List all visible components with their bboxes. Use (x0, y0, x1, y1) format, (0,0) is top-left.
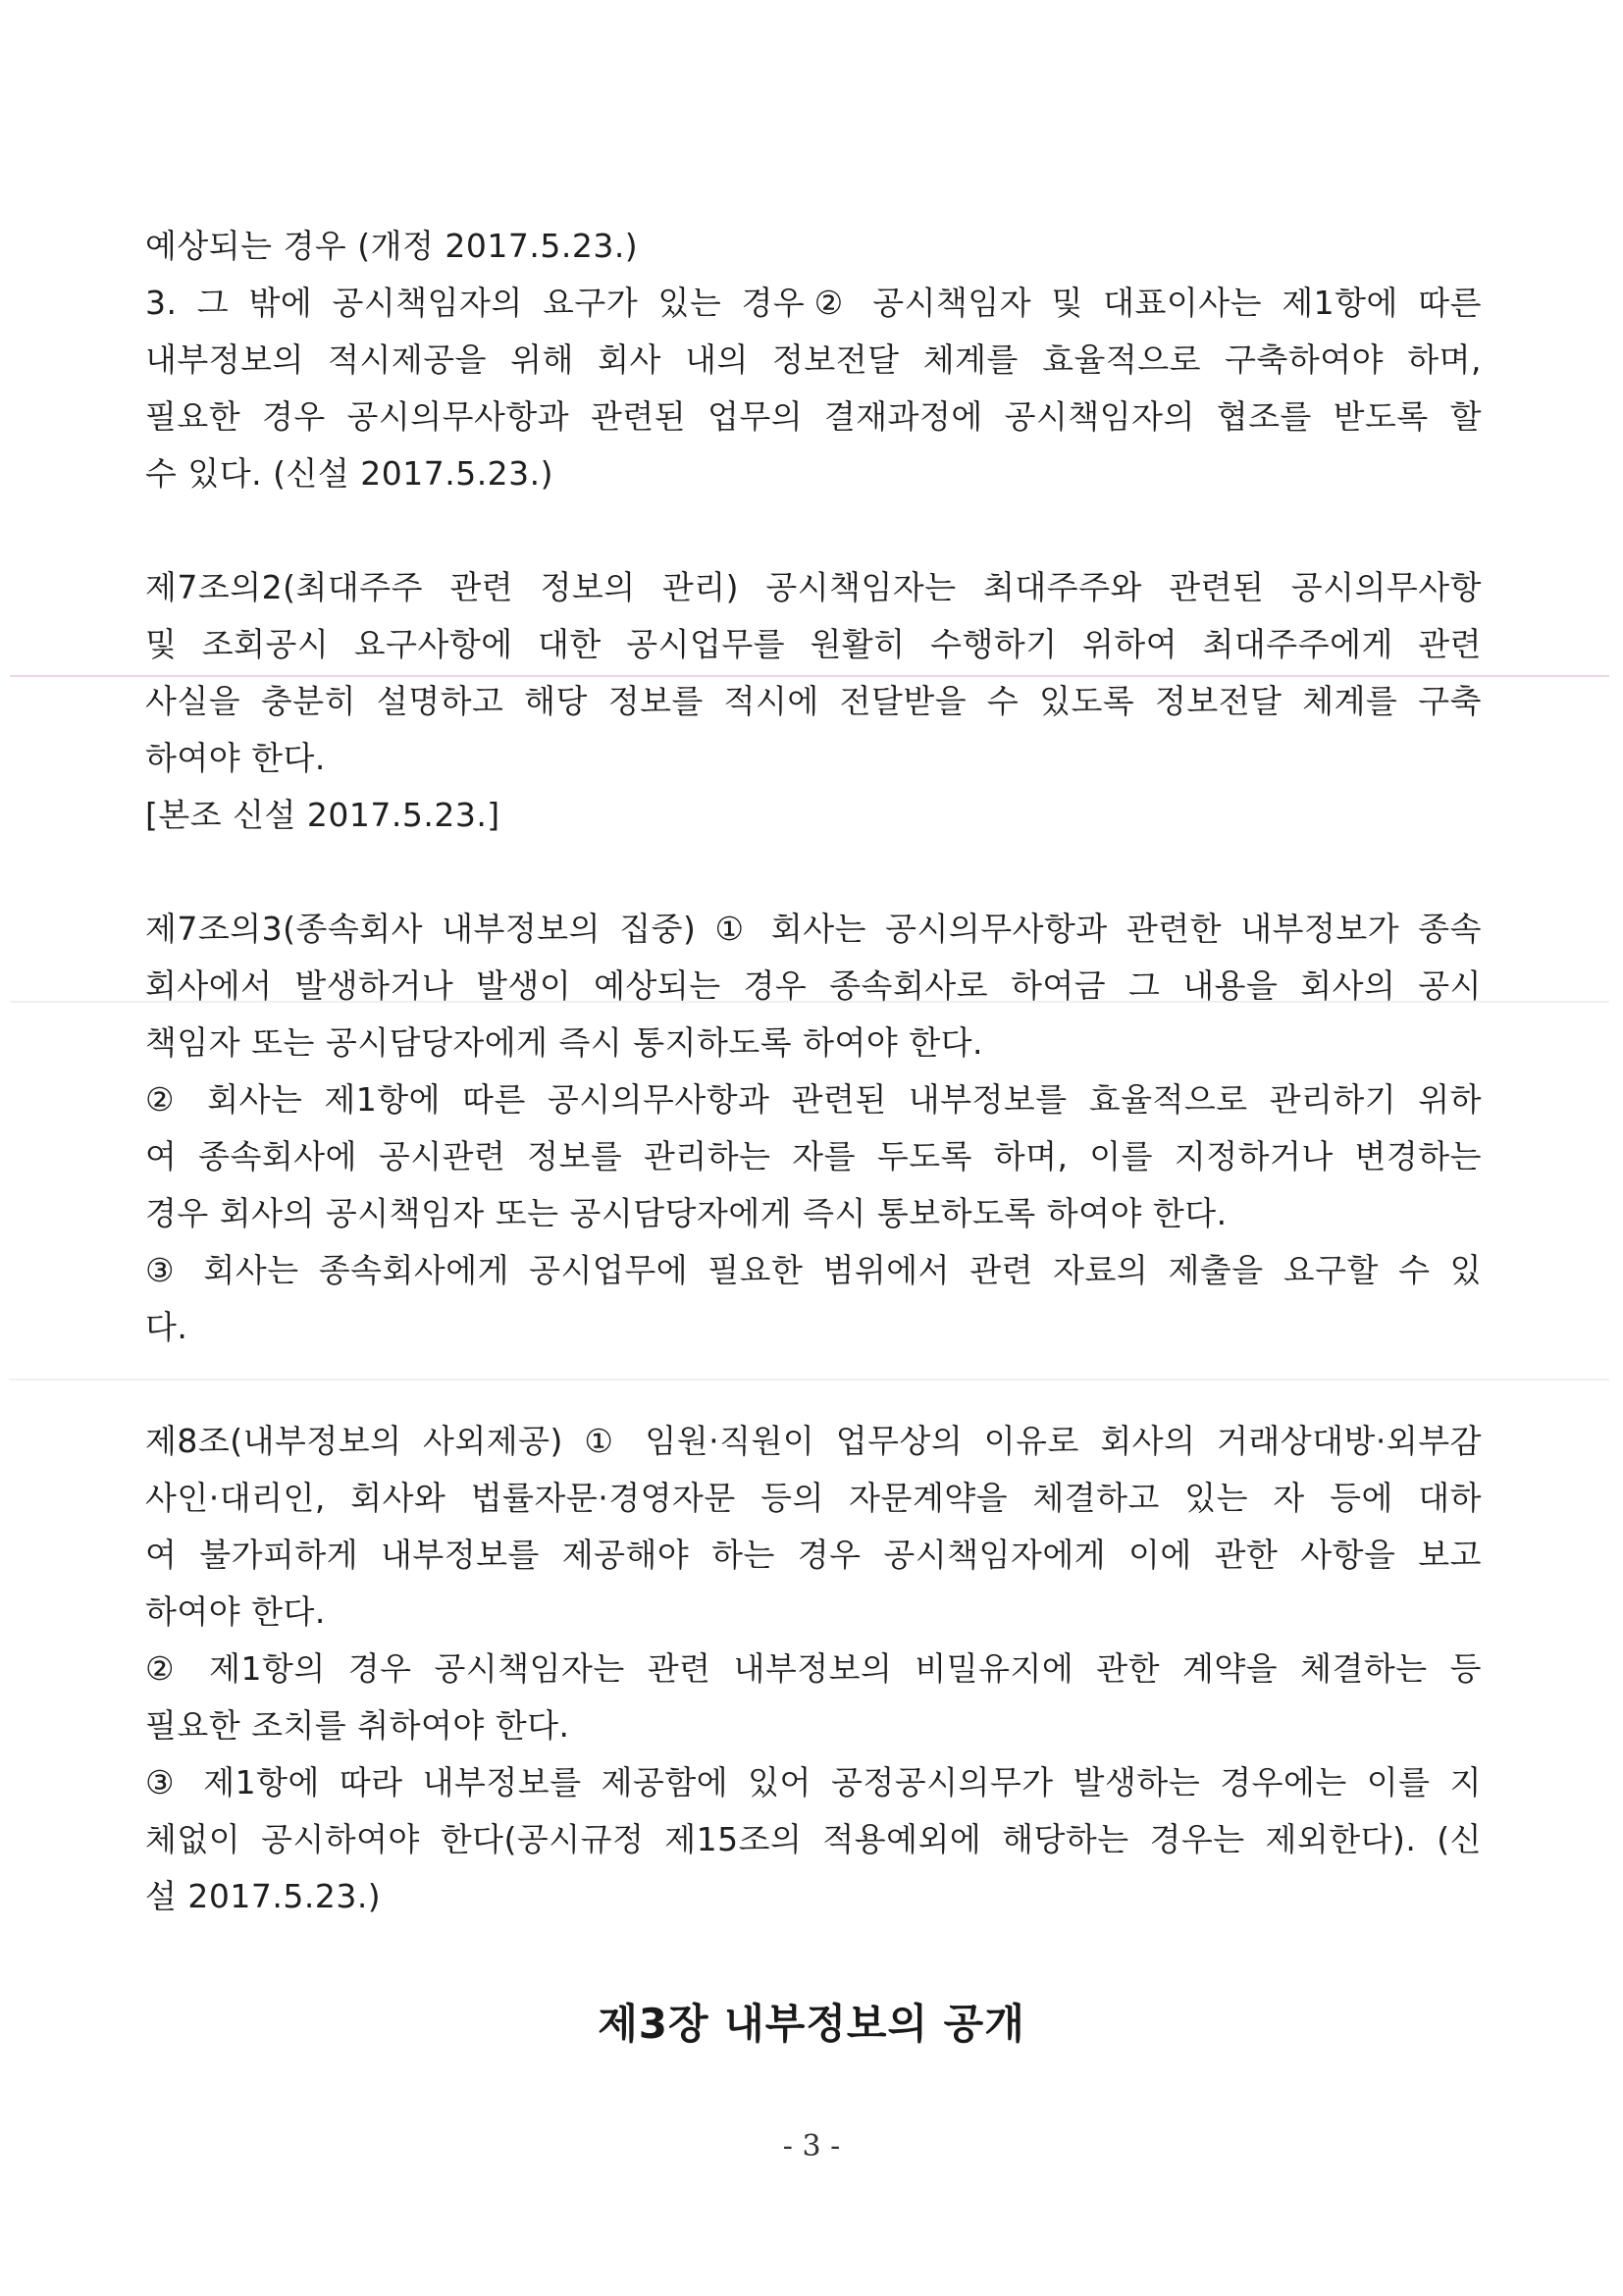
text-line: 회사에서 발생하거나 발생이 예상되는 경우 종속회사로 하여금 그 내용을 회사의 공시 (145, 966, 1482, 1005)
text-line: 제7조의3(종속회사 내부정보의 집중) ① 회사는 공시의무사항과 관련한 내부정보가 종속 (145, 910, 1482, 948)
text-line: 사실을 충분히 설명하고 해당 정보를 적시에 전달받을 수 있도록 정보전달 체계를 구축 (145, 682, 1482, 720)
text-line: ③ 회사는 종속회사에게 공시업무에 필요한 범위에서 관련 자료의 제출을 요구할 수 있 (145, 1251, 1482, 1289)
text-line: 경우 회사의 공시책임자 또는 공시담당자에게 즉시 통보하도록 하여야 한다. (145, 1194, 1228, 1232)
text-line: 다. (145, 1308, 188, 1346)
text-line: 설 2017.5.23.) (145, 1877, 382, 1915)
text-line: 제7조의2(최대주주 관련 정보의 관리) 공시책임자는 최대주주와 관련된 공시의무사항 (145, 568, 1482, 606)
text-line: ② 제1항의 경우 공시책임자는 관련 내부정보의 비밀유지에 관한 계약을 체결하는 등 (145, 1649, 1482, 1688)
text-line: 책임자 또는 공시담당자에게 즉시 통지하도록 하여야 한다. (145, 1023, 983, 1062)
article-7-3 (145, 901, 1482, 1356)
text-line: 사인·대리인, 회사와 법률자문·경영자문 등의 자문계약을 체결하고 있는 자 등에 대하 (145, 1479, 1482, 1517)
text-line: 하여야 한다. (145, 1592, 326, 1631)
text-line: 및 조회공시 요구사항에 대한 공시업무를 원활히 수행하기 위하여 최대주주에게 관련 (145, 625, 1482, 663)
text-line: 여 불가피하게 내부정보를 제공해야 하는 경우 공시책임자에게 이에 관한 사항을 보고 (145, 1536, 1482, 1574)
text-line: 여 종속회사에 공시관련 정보를 관리하는 자를 두도록 하며, 이를 지정하거나 변경하는 (145, 1137, 1482, 1175)
text-line: 필요한 조치를 취하여야 한다. (145, 1706, 570, 1745)
text-line: [본조 신설 2017.5.23.] (145, 796, 500, 834)
article-7-2 (145, 559, 1482, 844)
chapter-title: 제3장 내부정보의 공개 (598, 2000, 1025, 2048)
text-line: 체없이 공시하여야 한다(공시규정 제15조의 적용예외에 해당하는 경우는 제외한다). (신 (145, 1820, 1482, 1858)
text-line: 예상되는 경우 (개정 2017.5.23.) (145, 227, 639, 265)
text-line: ③ 제1항에 따라 내부정보를 제공함에 있어 공정공시의무가 발생하는 경우에는 이를 지 (145, 1763, 1482, 1801)
text-line: 내부정보의 적시제공을 위해 회사 내의 정보전달 체계를 효율적으로 구축하여야 하며, (145, 340, 1482, 379)
text-line: 필요한 경우 공시의무사항과 관련된 업무의 결재과정에 공시책임자의 협조를 받도록 할 (145, 397, 1482, 436)
text-line: ② 회사는 제1항에 따른 공시의무사항과 관련된 내부정보를 효율적으로 관리하기 위하 (145, 1080, 1482, 1119)
page-number: - 3 - (782, 2129, 841, 2164)
article-8 (145, 1413, 1482, 1925)
text-line: 제8조(내부정보의 사외제공) ① 임원·직원이 업무상의 이유로 회사의 거래상대방·외부감 (145, 1422, 1482, 1460)
document-body (145, 218, 1482, 1925)
text-line: 3. 그 밖에 공시책임자의 요구가 있는 경우② 공시책임자 및 대표이사는 제1항에 따른 (145, 284, 1482, 322)
paragraph-disclosure-officer-clause (145, 218, 1482, 502)
text-line: 하여야 한다. (145, 739, 326, 777)
text-line: 수 있다. (신설 2017.5.23.) (145, 454, 554, 493)
